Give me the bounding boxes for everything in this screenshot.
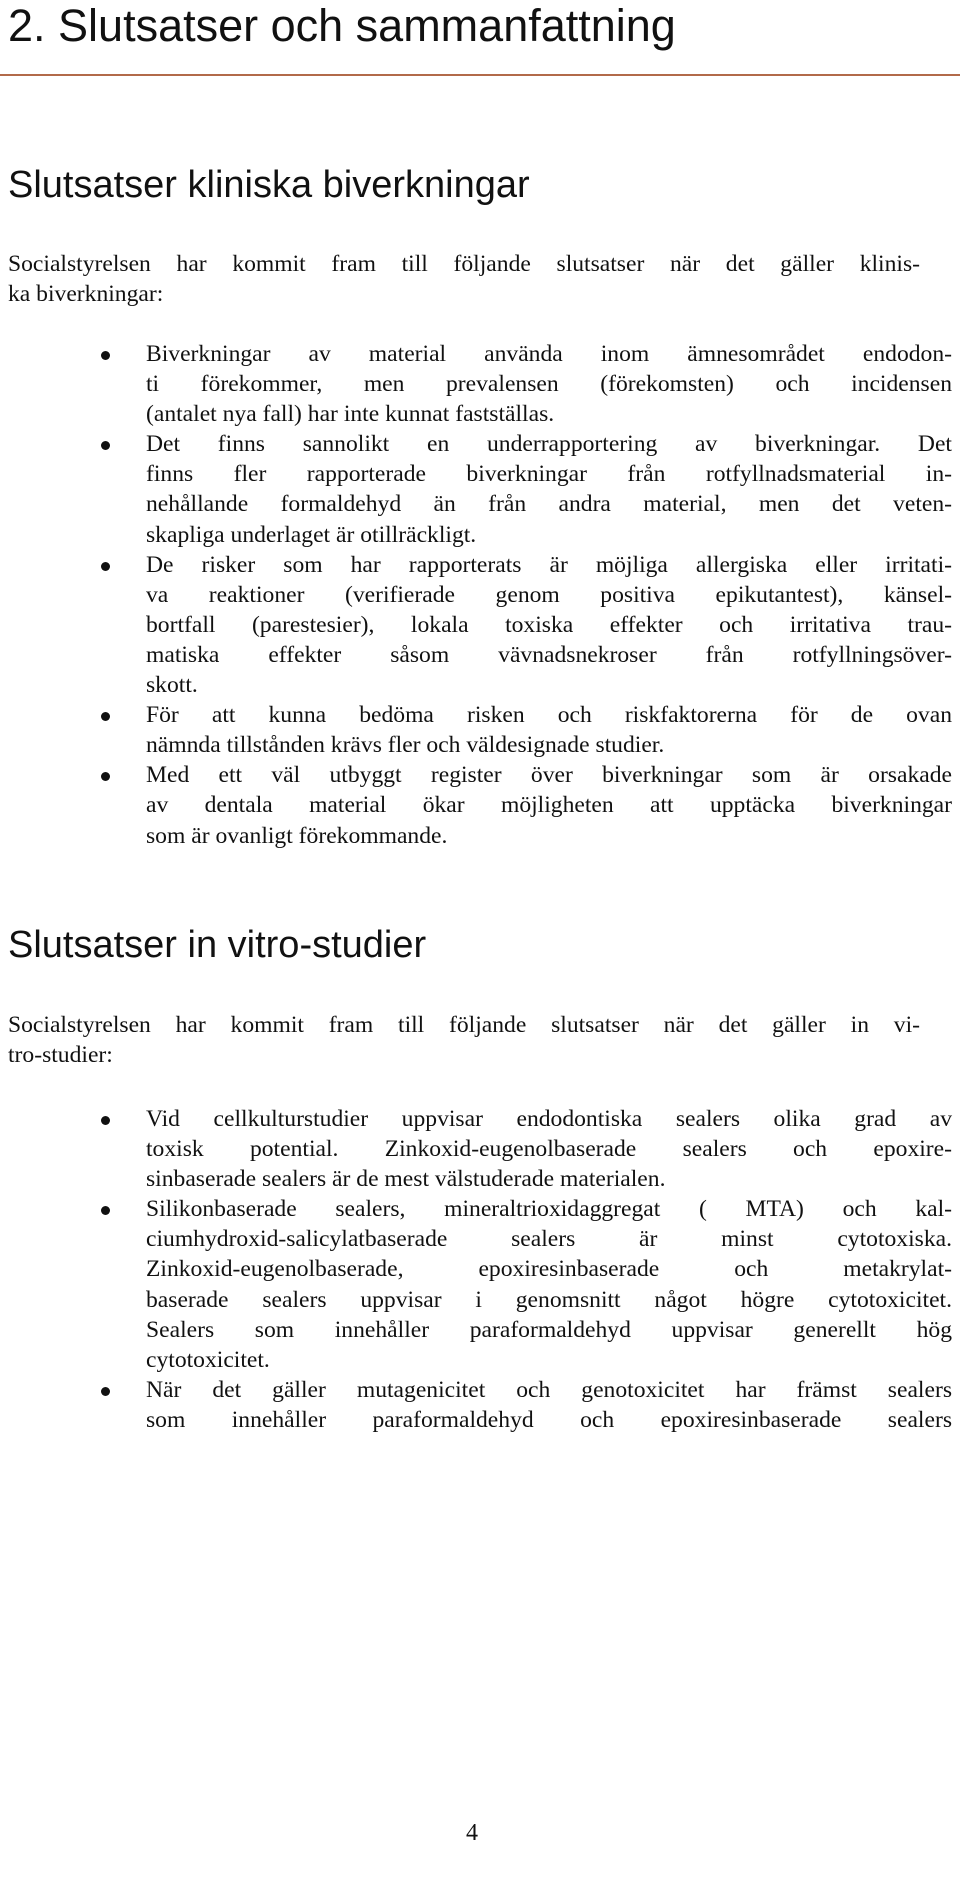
text-line: nehållande formaldehyd än från andra material, men det veten-: [146, 491, 952, 518]
bullet-icon: [101, 772, 110, 781]
text-line: cytotoxicitet.: [146, 1346, 270, 1373]
text-line: ti förekommer, men prevalensen (förekomsten) och incidensen: [146, 371, 952, 398]
text-line: som är ovanligt förekommande.: [146, 822, 448, 849]
intro-line: Socialstyrelsen har kommit fram till följande slutsatser när det gäller klinis-: [8, 251, 920, 277]
bullet-icon: [101, 1387, 110, 1396]
intro-line: ka biverkningar:: [8, 281, 164, 308]
list-item: [0, 429, 960, 549]
text-line: De risker som har rapporterats är möjliga allergiska eller irritati-: [146, 551, 952, 578]
text-line: sinbaserade sealers är de mest välstuderade materialen.: [146, 1166, 666, 1193]
text-line: som innehåller paraformaldehyd och epoxiresinbaserade sealers: [146, 1406, 952, 1433]
text-line: Det finns sannolikt en underrapportering av biverkningar. Det: [146, 431, 952, 458]
text-line: skapliga underlaget är otillräckligt.: [146, 521, 477, 548]
section-intro-clinical: [8, 249, 920, 309]
chapter-title: 2. Slutsatser och sammanfattning: [8, 0, 676, 51]
text-line: baserade sealers uppvisar i genomsnitt något högre cytotoxicitet.: [146, 1286, 952, 1313]
list-item: [0, 1104, 960, 1194]
bullet-icon: [101, 351, 110, 360]
text-line: Vid cellkulturstudier uppvisar endodontiska sealers olika grad av: [146, 1106, 952, 1132]
bullet-list-clinical: [0, 339, 960, 851]
text-line: Sealers som innehåller paraformaldehyd uppvisar generellt hög: [146, 1316, 952, 1343]
section-heading-clinical: Slutsatser kliniska biverkningar: [8, 164, 530, 206]
list-item: [0, 1375, 960, 1435]
list-item: [0, 700, 960, 760]
text-line: (antalet nya fall) har inte kunnat fastställas.: [146, 401, 555, 428]
text-line: skott.: [146, 672, 198, 699]
section-intro-invitro: [8, 1010, 920, 1070]
bullet-icon: [101, 712, 110, 721]
list-item: [0, 1194, 960, 1375]
text-line: För att kunna bedöma risken och riskfaktorerna för de ovan: [146, 702, 952, 729]
intro-line: Socialstyrelsen har kommit fram till följande slutsatser när det gäller in vi-: [8, 1012, 920, 1038]
section-heading-invitro: Slutsatser in vitro-studier: [8, 924, 427, 966]
intro-line: tro-studier:: [8, 1042, 113, 1069]
text-line: Med ett väl utbyggt register över biverkningar som är orsakade: [146, 762, 952, 789]
text-line: matiska effekter såsom vävnadsnekroser från rotfyllningsöver-: [146, 641, 952, 668]
list-item: [0, 550, 960, 700]
text-line: bortfall (parestesier), lokala toxiska effekter och irritativa trau-: [146, 611, 952, 638]
bullet-icon: [101, 441, 110, 450]
text-line: Silikonbaserade sealers, mineraltrioxidaggregat ( MTA) och kal-: [146, 1196, 952, 1223]
text-line: När det gäller mutagenicitet och genotoxicitet har främst sealers: [146, 1376, 952, 1403]
page-number: 4: [466, 1820, 478, 1846]
list-item: [0, 760, 960, 850]
text-line: va reaktioner (verifierade genom positiva epikutantest), känsel-: [146, 581, 952, 608]
bullet-list-invitro: [0, 1104, 960, 1435]
bullet-icon: [101, 1206, 110, 1215]
text-line: av dentala material ökar möjligheten att upptäcka biverkningar: [146, 792, 952, 819]
text-line: Biverkningar av material använda inom ämnesområdet endodon-: [146, 341, 952, 367]
text-line: toxisk potential. Zinkoxid-eugenolbaserade sealers och epoxire-: [146, 1136, 952, 1163]
chapter-divider: [0, 74, 960, 76]
bullet-icon: [101, 562, 110, 571]
list-item: [0, 339, 960, 429]
text-line: nämnda tillstånden krävs fler och väldesignade studier.: [146, 732, 665, 759]
text-line: ciumhydroxid-salicylatbaserade sealers är minst cytotoxiska.: [146, 1226, 952, 1253]
bullet-icon: [101, 1116, 110, 1125]
text-line: Zinkoxid-eugenolbaserade, epoxiresinbaserade och metakrylat-: [146, 1256, 952, 1283]
text-line: finns fler rapporterade biverkningar från rotfyllnadsmaterial in-: [146, 461, 952, 488]
